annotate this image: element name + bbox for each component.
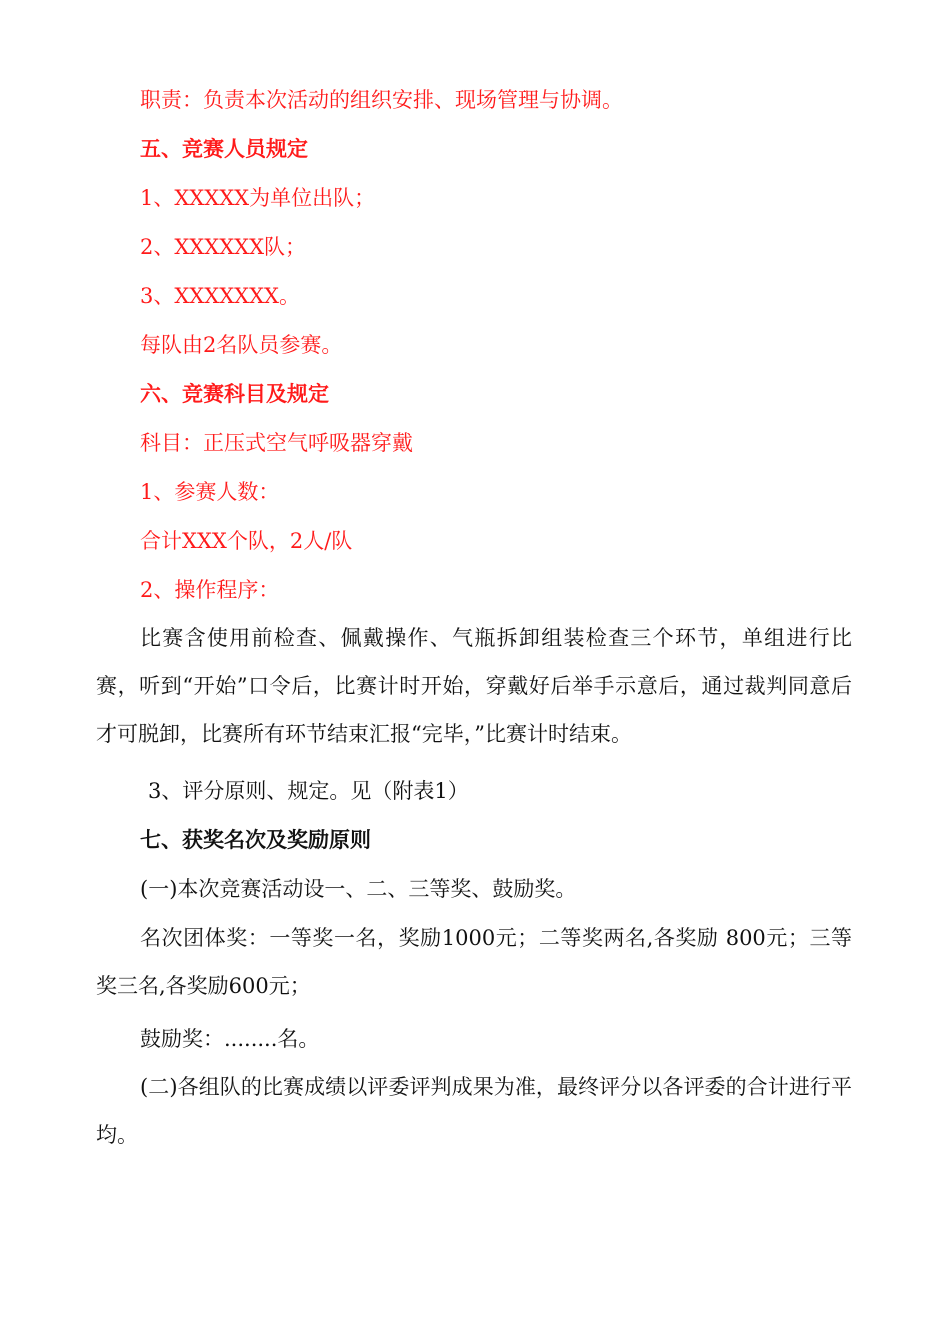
scoring-rules-text: 3、评分原则、规定。见（附表1） [148, 779, 469, 803]
section-6-heading: 六、竞赛科目及规定 [140, 381, 329, 406]
team-item-2: 2、XXXXXX队； [140, 235, 307, 259]
procedure-paragraph: 比赛含使用前检查、佩戴操作、气瓶拆卸组装检查三个环节，单组进行比赛，听到“开始”口令后，比赛计时开始，穿戴好后举手示意后，通过裁判同意后才可脱卸，比赛所有环节结束汇报“完毕，”比赛计时结束。 [96, 626, 852, 746]
team-size-text: 每队由2名队员参赛。 [140, 333, 343, 357]
encouragement-award: 鼓励奖：........名。 [140, 1027, 320, 1051]
team-item-3: 3、XXXXXXX。 [140, 284, 301, 308]
awards-overview: (一)本次竞赛活动设一、二、三等奖、鼓励奖。 [140, 877, 577, 901]
participants-total: 合计XXX个队，2人/队 [140, 529, 353, 553]
section-7-heading: 七、获奖名次及奖励原则 [140, 827, 371, 852]
score-averaging-paragraph: (二)各组队的比赛成绩以评委评判成果为准，最终评分以各评委的合计进行平均。 [96, 1075, 852, 1147]
participants-heading: 1、参赛人数： [140, 480, 280, 504]
subject-text: 科目：正压式空气呼吸器穿戴 [140, 431, 413, 455]
duty-text: 职责：负责本次活动的组织安排、现场管理与协调。 [140, 88, 623, 112]
team-awards-paragraph: 名次团体奖：一等奖一名，奖励1000元；二等奖两名,各奖励 800元；三等奖三名,各奖励600元； [96, 926, 852, 998]
team-item-1: 1、XXXXX为单位出队； [140, 186, 376, 210]
procedure-heading: 2、操作程序： [140, 578, 280, 602]
section-5-heading: 五、竞赛人员规定 [140, 136, 308, 161]
